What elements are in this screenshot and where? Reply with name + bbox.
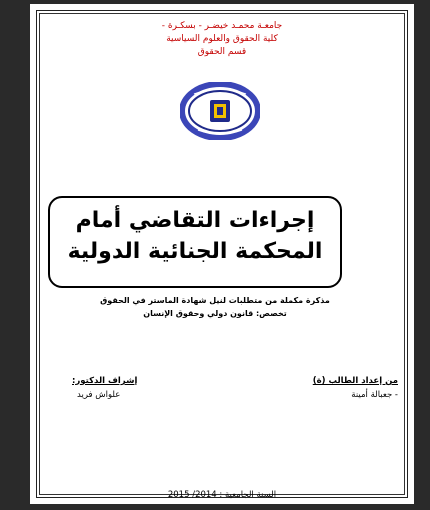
faculty-name: كلية الحقوق والعلوم السياسية [166, 34, 278, 44]
student-name: - جعبالة أمينة [351, 390, 398, 400]
thesis-title-line-1: إجراءات التقاضي أمام [75, 208, 315, 233]
supervisor-name: علواش فريد [77, 390, 121, 400]
memo-description: مذكرة مكملة من متطلبات لنيل شهادة الماستر في الحقوق [100, 296, 330, 305]
department-name: قسم الحقوق [197, 47, 247, 57]
thesis-title-line-2: المحكمة الجنائية الدولية [67, 239, 323, 264]
academic-year: السنة الجامعية : 2014/ 2015 [167, 490, 277, 500]
specialization: تخصص: قانون دولي وحقوق الإنسان [143, 309, 287, 318]
supervisor-label: إشراف الدكتور: [72, 376, 138, 386]
institution-header [30, 20, 414, 59]
thesis-title-box [48, 196, 342, 288]
university-name: جامعـة محمـد خيضـر - بسكـرة - [161, 21, 283, 31]
university-logo-icon [180, 82, 260, 140]
student-label: من إعداد الطالب (ة) [312, 376, 398, 386]
